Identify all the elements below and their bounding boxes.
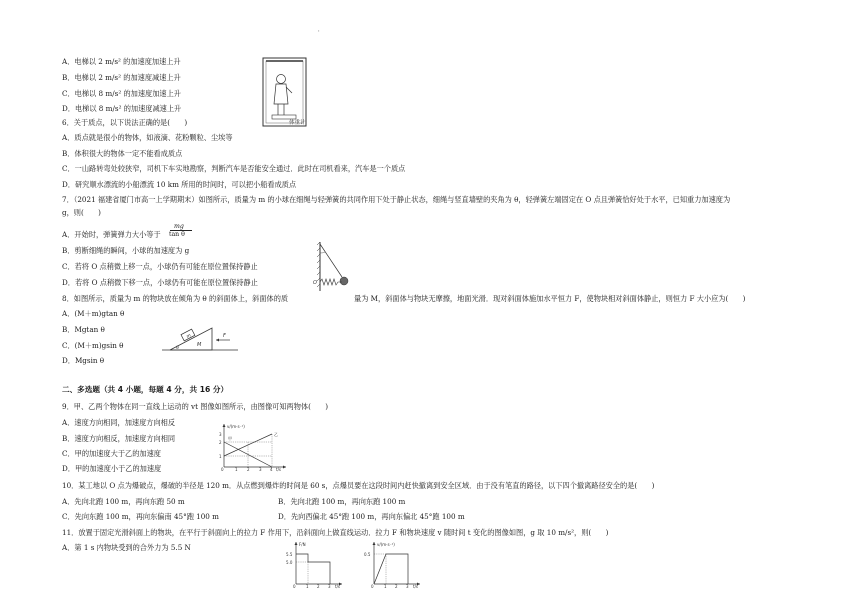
q6-option-b: B．体积很大的物体一定不能看成质点 (62, 149, 183, 158)
ft-y-value-2: 5.0 (286, 560, 293, 565)
vt-series-yi-label: 乙 (274, 432, 278, 437)
vt-series-jia-label: 甲 (228, 436, 232, 441)
q6-option-d: D．研究顺水漂流的小船漂流 10 km 所用的时间时，可以把小船看成质点 (62, 180, 297, 189)
q9-stem: 9．甲、乙两个物体在同一直线上运动的 vt 图像如图所示，由图像可知两物体( ) (62, 402, 329, 411)
q7-option-a: A．开始时，弹簧弹力大小等于 (62, 230, 161, 239)
q10-option-c: C．先向东跑 100 m，再向东偏南 45°跑 100 m (62, 512, 219, 521)
q5-option-b: B．电梯以 2 m/s² 的加速度减速上升 (62, 73, 181, 82)
svg-text:0: 0 (221, 467, 224, 472)
ft-x-axis-label: t/s (335, 584, 340, 589)
q8-stem-part2: 量为 M，斜面体与物块无摩擦，地面光滑．现对斜面体施加水平恒力 F，使物块相对斜面体静止，则恒力 F 大小应为( ) (354, 294, 746, 303)
q9-option-a: A．速度方向相同，加速度方向相反 (62, 418, 176, 427)
q5-option-d: D．电梯以 8 m/s² 的加速度减速上升 (62, 104, 182, 113)
incline-angle-label: θ (176, 346, 179, 351)
q7-stem-line1: 7．（2021 福建省厦门市高一上学期期末）如图所示，质量为 m 的小球在细绳与轻弹簧的共同作用下处于静止状态，细绳与竖直墙壁的夹角为 θ，轻弹簧左端固定在 O 点且弹簧恰好处于水平，已知重力加速度为 (62, 195, 731, 204)
ft-y-value-1: 5.5 (286, 552, 293, 557)
svg-text:2: 2 (219, 440, 222, 445)
spring-anchor-label: O (313, 280, 317, 286)
svg-text:0: 0 (371, 584, 374, 589)
header-mark: ' (318, 30, 320, 37)
incline-mass-label: M (197, 342, 202, 348)
q6-stem: 6．关于质点，以下说法正确的是( ) (62, 118, 188, 127)
ft-y-axis-label: F/N (299, 542, 306, 547)
q9-option-d: D．甲的加速度小于乙的加速度 (62, 464, 162, 473)
q11-vt-y-value: 0.5 (364, 552, 371, 557)
q7-option-a-numerator: mg (174, 223, 184, 230)
svg-text:0: 0 (293, 584, 296, 589)
svg-text:1: 1 (306, 584, 309, 589)
svg-text:2: 2 (317, 584, 320, 589)
q9-option-c: C．甲的加速度大于乙的加速度 (62, 449, 161, 458)
incline-figure (160, 318, 240, 354)
q10-stem: 10．某工地以 O 点为爆破点，爆破的半径是 120 m．从点燃到爆炸的时间是 60 s，点爆员要在这段时间内赶快撤离到安全区域．由于没有笔直的路径，以下四个撤离路径安全的是( ) (62, 481, 655, 490)
q5-option-c: C．电梯以 8 m/s² 的加速度加速上升 (62, 89, 181, 98)
q8-option-c: C．(M＋m)gsin θ (62, 341, 124, 350)
elevator-figure (262, 57, 308, 129)
q7-stem-line2: g，则( ) (62, 208, 101, 217)
q8-stem-part1: 8．如图所示，质量为 m 的物块放在倾角为 θ 的斜面体上，斜面体的质 (62, 294, 289, 303)
q11-stem: 11．放置于固定光滑斜面上的物块，在平行于斜面向上的拉力 F 作用下，沿斜面向上做直线运动．拉力 F 和物块速度 v 随时间 t 变化的图像如图，g 取 10 m/s²，则( ) (62, 528, 609, 537)
svg-text:1: 1 (384, 584, 387, 589)
q8-option-a: A．(M＋m)gtan θ (62, 309, 125, 318)
q11-vt-x-axis-label: t/s (413, 584, 418, 589)
q10-option-d: D．先向西偏北 45°跑 100 m，再向东偏北 45°跑 100 m (278, 512, 465, 521)
q5-option-a: A．电梯以 2 m/s² 的加速度加速上升 (62, 57, 181, 66)
vt-x-axis-label: t/s (276, 467, 281, 472)
q7-option-c: C．若将 O 点稍微上移一点，小球仍有可能在原位置保持静止 (62, 262, 258, 271)
svg-text:3: 3 (406, 584, 409, 589)
spring-ball-figure (312, 241, 362, 293)
svg-text:2: 2 (247, 467, 250, 472)
svg-text:2: 2 (395, 584, 398, 589)
q6-option-a: A．质点就是很小的物体，如液滴、花粉颗粒、尘埃等 (62, 133, 233, 142)
svg-text:3: 3 (328, 584, 331, 589)
force-label: F (223, 333, 226, 339)
section-heading-multiple-choice: 二、多选题（共 4 小题，每题 4 分，共 16 分） (62, 385, 229, 394)
q10-option-b: B．先向北跑 100 m，再向东跑 100 m (278, 497, 406, 506)
svg-text:3: 3 (219, 432, 222, 437)
q11-vt-y-axis-label: v/(m·s⁻¹) (377, 542, 395, 547)
q7-option-a-denominator: tan θ (169, 231, 185, 238)
block-label: m (185, 333, 193, 340)
q11-vt-graph (362, 540, 424, 588)
ft-graph (284, 540, 346, 588)
svg-text:1: 1 (219, 454, 222, 459)
vt-graph (214, 422, 290, 472)
vt-y-axis-label: v/(m·s⁻¹) (227, 424, 245, 429)
q8-option-b: B．Mgtan θ (62, 325, 105, 334)
svg-text:1: 1 (235, 467, 238, 472)
q7-option-b: B．剪断细绳的瞬间，小球的加速度为 g (62, 246, 190, 255)
svg-text:4: 4 (270, 467, 273, 472)
elevator-scale-label: 体重计 (289, 120, 306, 126)
q6-option-c: C．一山路转弯处较狭窄，司机下车实地勘察，判断汽车是否能安全通过．此时在司机看来，汽车是一个质点 (62, 164, 406, 173)
q11-option-a: A．第 1 s 内物块受到的合外力为 5.5 N (62, 543, 191, 552)
q7-option-d: D．若将 O 点稍微下移一点，小球仍有可能在原位置保持静止 (62, 278, 258, 287)
q8-option-d: D．Mgsin θ (62, 356, 105, 365)
svg-text:3: 3 (259, 467, 262, 472)
q9-option-b: B．速度方向相反，加速度方向相同 (62, 434, 176, 443)
q10-option-a: A．先向北跑 100 m，再向东跑 50 m (62, 497, 185, 506)
